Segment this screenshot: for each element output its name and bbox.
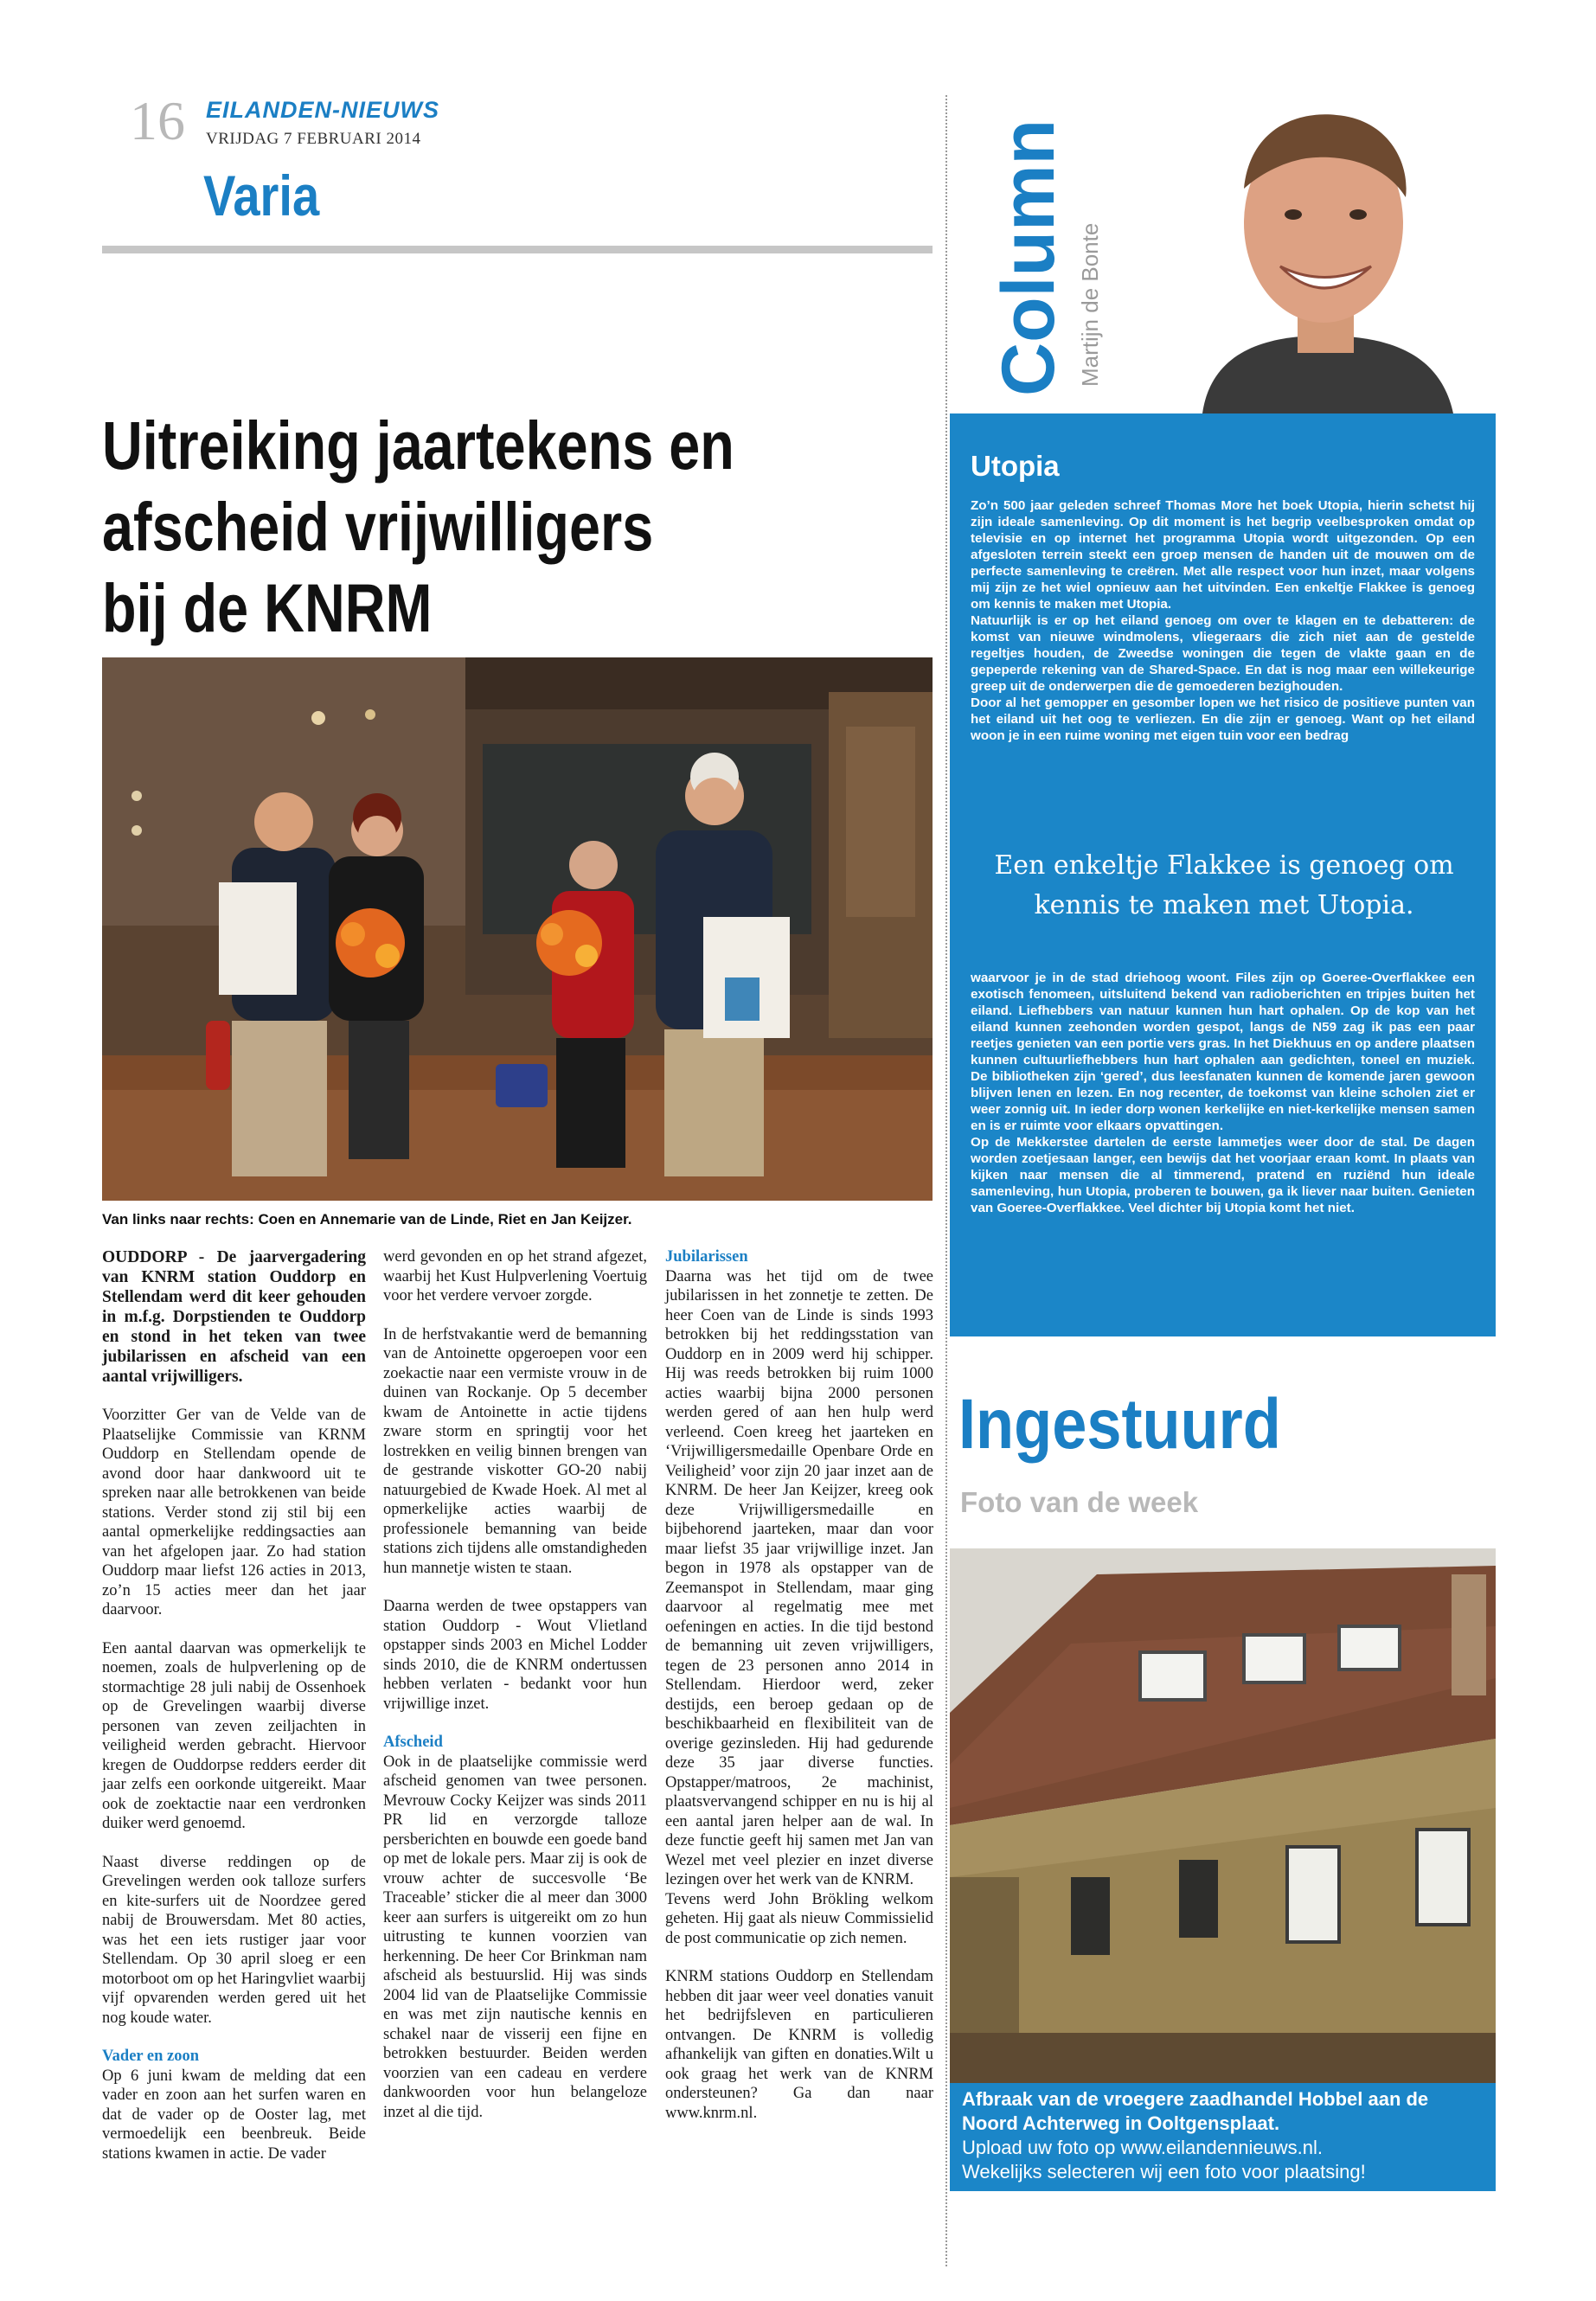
article-headline [102,405,783,649]
column-paragraph: Natuurlijk is er op het eiland genoeg om over te klagen en te debatteren: de komst van nieuwe windmolens, vliegeraars die zich niet aan de gestelde regeltjes houden, de Zweedse woningen die tegen de vlakte gaan en de gepeperde rekening van de Shared-Space. En dat is nog maar een willekeurige greep uit de onderwerpen die de gemoederen bezighouden. [971,613,1475,694]
ceremony-photo [102,657,933,1201]
photo-of-week-label: Foto van de week [960,1486,1199,1518]
author-portrait [1151,93,1501,413]
paragraph: Voorzitter Ger van de Velde van de Plaatselijke Commissie van KRNM Ouddorp en Stellendam opende de avond door haar dankwoord uit te spreken naar alle betrokkenen van beide stations. Verder stond zij stil bij een aantal opmerkelijke reddingsacties aan van het afgelopen jaar. Zo had station Ouddorp maar liefst 126 acties in 2013, zo’n 15 acties meer dan het jaar daarvoor. [102,1407,366,1618]
column-separator [945,95,947,2266]
article-lead: OUDDORP - De jaarvergadering van KNRM station Ouddorp en Stellendam werd dit keer gehouden in m.f.g. Dorpstienden te Ouddorp en stond in het teken van twee jubilarissen en afscheid van een aantal vrijwilligers. [102,1248,366,1386]
paragraph: Naast diverse reddingen op de Grevelingen werden ook talloze surfers en kite-surfers uit de Noordzee gered nabij de Brouwersdam. Met 80 acties, was het een iets rustiger jaar voor Stellendam. Op 30 april sloeg er een motorboot om op het Haringvliet waarbij vijf opvarenden werden gered uit het nog koude water. [102,1853,366,2027]
photo-caption: Van links naar rechts: Coen en Annemarie van de Linde, Riet en Jan Keijzer. [102,1211,632,1227]
article-column-3 [665,1247,933,2142]
column-paragraph: Door al het gemopper en gesomber lopen we het risico de positieve punten van het eiland uit het oog te verliezen. En die zijn er genoeg. Want op het eiland woon je in een ruime woning met eigen tuin voor een bedrag [971,695,1475,743]
photo-of-week-caption [962,2087,1490,2184]
subheading: Vader en zoon [102,2048,200,2065]
paragraph: werd gevonden en op het strand afgezet, waarbij het Kust Hulpverlening Voertuig voor het verdere vervoer zorgde. [383,1248,647,1304]
paragraph: In de herfstvakantie werd de bemanning van de Antoinette opgeroepen voor een zoekactie naar een vermiste vrouw in de duinen van Rockanje. Op 5 december kwam de Antoinette in actie tijdens zware storm en springtij voor het lostrekken en veilig binnen brengen van de gestrande viskotter GO-20 nabij natuurgebied de Kwade Hoek. Al met al opmerkelijke acties waarbij de professionele bemanning van beide stations zich tijdens alle omstandigheden hun mannetje wisten te staan. [383,1325,647,1577]
newspaper-logo: EILANDEN-NIEUWS [206,97,439,123]
ceremony-photo-illustration [102,657,933,1201]
photo-of-week [950,1548,1496,2083]
building-illustration [950,1548,1496,2083]
paragraph: Daarna werden de twee opstappers van station Ouddorp - Wout Vlietland opstapper sinds 2003 en Michel Lodder sinds 2010, die de KNRM ondertussen hebben verlaten - bedankt voor hun vrijwillige inzet. [383,1598,647,1713]
paragraph: Daarna was het tijd om de twee jubilarissen in het zonnetje te zetten. De heer Coen van de Linde is sinds 1993 betrokken bij het reddingsstation van Ouddorp en in 2009 werd hij schipper. Hij was reeds betrokken bij ruim 1000 acties waarbij bijna 2000 personen werden gered of aan hen hulp werd verleend. Coen kreeg het jaarteken en ‘Vrijwilligersmedaille Openbare Orde en Veiligheid’ voor zijn 20 jaar inzet aan de KNRM. De heer Jan Keijzer, kreeg ook deze Vrijwilligersmedaille en bijbehorend jaarteken, maar dan voor maar liefst 35 jaar vrijwillige inzet. Jan begon in 1978 als opstapper van de Zeemanspot in Stellendam, maar ging daarvoor al regelmatig mee met oefeningen en acties. In die tijd bestond de bemanning uit zeven vrijwilligers, tegen de 23 personen anno 2014 in Stellendam. Hierdoor werd, zeker destijds, een beroep gedaan op de beschikbaarheid en flexibiliteit van de overige gezinsleden. Hij had gedurende deze 35 jaar diverse functies. Opstapper/matroos, 2e machinist, plaatsvervangend schipper en nu is hij al een aantal jaren helper aan de wal. In deze functie geeft hij samen met Jan van Wezel met veel plezier en inzet diverse lezingen over het werk van de KNRM. [665,1267,933,1888]
column-paragraph: Op de Mekkerstee dartelen de eerste lammetjes weer door de stal. De dagen worden zoetjesaan langer, een bewijs dat het voorjaar eraan komt. In plaats van kijken naar mensen die al timmerend, pratend en ruziënd hun ideale samenleving, hun Utopia, proberen te bouwen, ga ik liever naar buiten. Genieten van Goeree-Overflakkee. Veel dichter bij Utopia komt het niet. [971,1135,1475,1215]
section-rule [102,246,933,253]
subheading: Jubilarissen [665,1248,748,1266]
pull-quote: Een enkeltje Flakkee is genoeg om kennis te maken met Utopia. [994,850,1454,920]
portrait-illustration [1151,93,1501,413]
article-column-2 [383,1247,647,2141]
section-title: Varia [203,163,320,228]
page-number: 16 [130,90,185,151]
column-paragraph: Zo’n 500 jaar geleden schreef Thomas More het boek Utopia, hierin schetst hij zijn ideale samenleving. Op dit moment is het begrip veelbesproken omdat op televisie en op internet het programma Utopia wordt uitgezonden. Op een afgesloten terrein steekt een groep mensen de handen uit de mouwen om de perfecte samenleving te creëren. Met alle respect voor hun inzet, maar volgens mij zijn ze het wiel opnieuw aan het uitvinden. Een enkeltje Flakkee is genoeg om kennis te maken met Utopia. [971,498,1475,612]
headline-line-1: Uitreiking jaartekens en [102,407,734,484]
headline-line-3: bij de KNRM [102,569,433,646]
paragraph: KNRM stations Ouddorp en Stellendam hebben dit jaar weer veel donaties vanuit het bedrijfsleven en particulieren ontvangen. De KNRM is volledig afhankelijk van giften en donaties.Wilt u ook graag het werk van de KNRM ondersteunen? Ga dan naar www.knrm.nl. [665,1968,933,2122]
headline-line-2: afscheid vrijwilligers [102,488,654,565]
column-text-bottom [971,970,1475,1216]
column-text-top [971,497,1475,744]
paragraph: Een aantal daarvan was opmerkelijk te noemen, zoals de hulpverlening op de stormachtige 28 juli nabij de Ossenhoek op de Grevelingen waarbij diverse personen van zeven zeiljachten in veiligheid werden gebracht. Hiervoor kregen de Ouddorpse redders eerder dit jaar zelfs een oorkonde uitgereikt. Maar ook de zoektactie naar een verdronken duiker werd genoemd. [102,1639,366,1832]
subheading: Afscheid [383,1734,443,1751]
column-title: Utopia [971,450,1060,482]
column-paragraph: waarvoor je in de stad driehoog woont. Files zijn op Goeree-Overflakkee een exotisch fenomeen, uitsluitend bekend van radioberichten en tripjes buiten het eiland. Liefhebbers van natuur kunnen hun hart ophalen. Op de kop van het eiland kunnen zeehonden worden gespot, langs de N59 zag ik pas een paar reetjes genieten van een portie vers gras. In het Diekhuus en op andere plaatsen kunnen cultuurliefhebbers hun hart ophalen aan gedichten, toneel en muziek. De bibliotheken zijn ‘gered’, dus leesfanaten kunnen de komende jaren gewoon blijven lenen en lezen. En nog recenter, de toekomst van kleine scholen ziet er weer zonnig uit. In ieder dorp wonen kerkelijke en niet-kerkelijke mensen samen en is er ruimte voor elkaars opvattingen. [971,971,1475,1133]
article-column-1 [102,1247,366,2182]
paragraph: Op 6 juni kwam de melding dat een vader en zoon aan het surfen waren en dat de vader op de Ooster lag, met vermoedelijk een beenbreuk. Beide stations kwamen in actie. De vader [102,2067,366,2163]
paragraph: Ook in de plaatselijke commissie werd afscheid genomen van twee personen. Mevrouw Cocky Keijzer was sinds 2011 PR lid en verzorgde talloze persberichten en bouwde een goede band op met de lokale pers. Maar zij is ook de vrouw achter de succesvolle ‘Be Traceable’ sticker die al meer dan 3000 keer aan surfers is uitgereikt om zo hun uitrusting te kunnen voorzien van herkenning. De heer Cor Brinkman nam afscheid als bestuurslid. Hij was sinds 2004 lid van de Plaatselijke Commissie en was met zijn nautische kennis en schakel naar de visserij een fijne en betrokken bestuurder. Beiden werden voorzien van een cadeau en verdere dankwoorden voor hun belangeloze inzet al die tijd. [383,1753,647,2121]
caption-selection: Wekelijks selecteren wij een foto voor plaatsing! [962,2161,1366,2182]
paragraph: Tevens werd John Brökling welkom geheten. Hij gaat als nieuw Commissielid de post communicatie op zich nemen. [665,1890,933,1947]
column-author: Martijn de Bonte [1077,222,1103,387]
caption-upload: Upload uw foto op www.eilandennieuws.nl. [962,2137,1324,2158]
ingestuurd-title: Ingestuurd [958,1385,1281,1464]
issue-date: VRIJDAG 7 FEBRUARI 2014 [206,130,421,148]
column-label: Column [987,119,1070,396]
caption-bold: Afbraak van de vroegere zaadhandel Hobbel aan de Noord Achterweg in Ooltgensplaat. [962,2088,1429,2134]
